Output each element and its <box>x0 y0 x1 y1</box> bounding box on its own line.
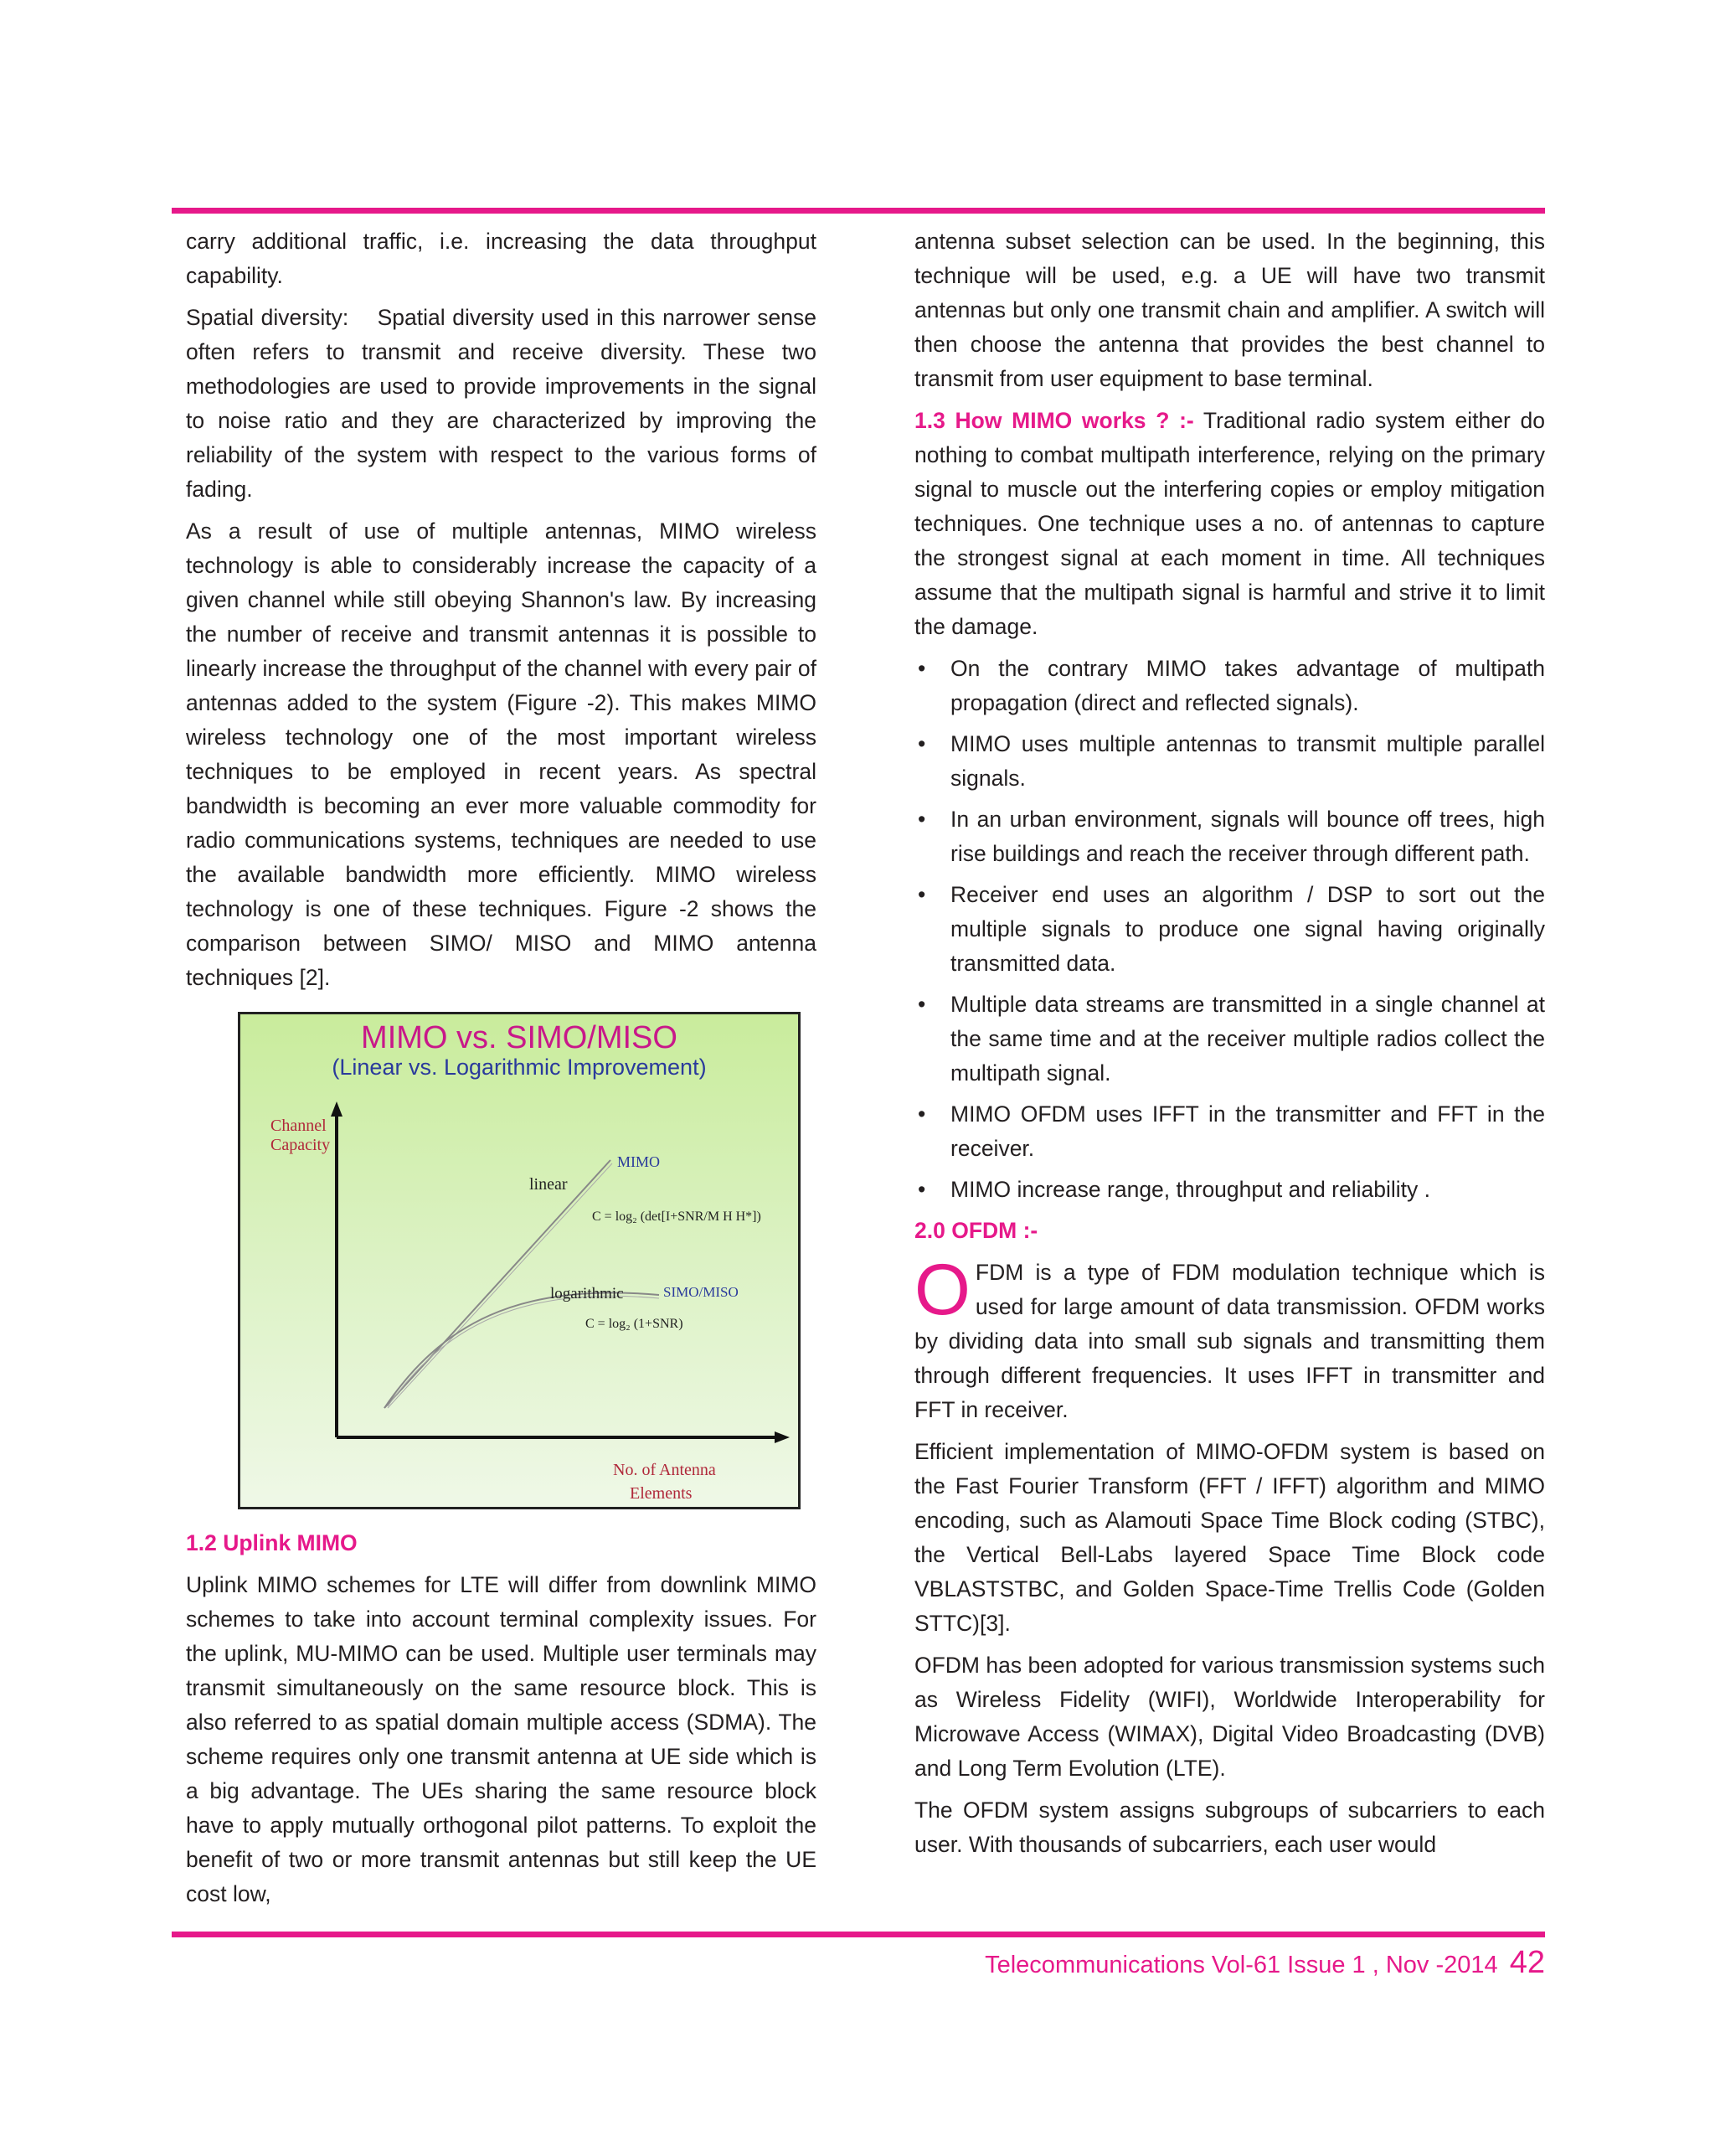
list-item: • MIMO OFDM uses IFFT in the transmitter and FFT in the receiver. <box>914 1097 1545 1166</box>
figure-subtitle: (Linear vs. Logarithmic Improvement) <box>332 1055 707 1080</box>
paragraph-text: FDM is a type of FDM modulation technique which is used for large amount of data transmission. OFDM works by dividing data into small sub signals and transmitting them through different frequencies. It uses IFFT in transmitter and FFT in receiver. <box>914 1260 1545 1422</box>
section-heading-how-mimo-works: 1.3 How MIMO works ? :- <box>914 408 1194 433</box>
list-item: • On the contrary MIMO takes advantage of multipath propagation (direct and reflected signals). <box>914 652 1545 720</box>
list-item: • Multiple data streams are transmitted in a single channel at the same time and at the receiver multiple radios collect the multipath signal. <box>914 988 1545 1091</box>
page-footer <box>985 1945 1545 1981</box>
paragraph-text: Traditional radio system either do nothing to combat multipath interference, relying on the primary signal to muscle out the interfering copies or employ mitigation techniques. One technique uses a no. of antennas to capture the strongest signal at each moment in time. All techniques assume that the multipath signal is harmful and strive it to limit the damage. <box>914 408 1545 639</box>
list-item: • Receiver end uses an algorithm / DSP to sort out the multiple signals to produce one signal having originally transmitted data. <box>914 878 1545 981</box>
simo-miso-label: SIMO/MISO <box>663 1284 739 1300</box>
y-axis-label-line2: Capacity <box>270 1136 331 1154</box>
top-rule <box>172 208 1545 214</box>
x-axis-arrow <box>775 1431 790 1443</box>
left-column <box>186 224 816 1919</box>
section-heading-ofdm: 2.0 OFDM :- <box>914 1218 1038 1243</box>
paragraph: The OFDM system assigns subgroups of subcarriers to each user. With thousands of subcarriers, each user would <box>914 1798 1545 1857</box>
simo-miso-log-curve <box>384 1292 659 1408</box>
paragraph: Efficient implementation of MIMO-OFDM system is based on the Fast Fourier Transform (FFT / IFFT) algorithm and MIMO encoding, such as Alamouti Space Time Block coding (STBC), the Vertical Bell-Labs layered Space Time Block code VBLASTSTBC, and Golden Space-Time Trellis Code (Golden STTC)[3]. <box>914 1439 1545 1636</box>
journal-info: Telecommunications Vol-61 Issue 1 , Nov -2014 <box>985 1952 1498 1978</box>
paragraph-text: Spatial diversity used in this narrower sense often refers to transmit and receive diversity. These two methodologies are used to provide improvements in the signal to noise ratio and they are characterized by improving the reliability of the system with respect to the various forms of fading. <box>186 305 817 502</box>
y-axis-label-line1: Channel <box>270 1117 327 1135</box>
paragraph: carry additional traffic, i.e. increasing the data throughput capability. <box>186 229 816 288</box>
mimo-linear-curve <box>384 1160 610 1408</box>
figure-title: MIMO vs. SIMO/MISO <box>361 1020 677 1055</box>
bullet-list <box>914 652 1545 1207</box>
paragraph-spatial-diversity <box>186 301 816 507</box>
list-item: • MIMO increase range, throughput and reliability . <box>914 1173 1545 1207</box>
simo-formula: C = log₂ (1+SNR) <box>585 1317 683 1331</box>
page-number: 42 <box>1509 1945 1545 1980</box>
figure-mimo-vs-simo-miso <box>238 1012 801 1509</box>
x-axis-label-line1: No. of Antenna <box>613 1461 716 1479</box>
linear-label: linear <box>529 1175 568 1194</box>
drop-cap: O <box>914 1250 971 1330</box>
term-label: Spatial diversity: <box>186 305 349 330</box>
list-item: • In an urban environment, signals will bounce off trees, high rise buildings and reach the receiver through different path. <box>914 802 1545 871</box>
paragraph: As a result of use of multiple antennas, MIMO wireless technology is able to considerably increase the capacity of a given channel while still obeying Shannon's law. By increasing the number of receive and transmit antennas it is possible to linearly increase the throughput of the channel with every pair of antennas added to the system (Figure -2). This makes MIMO wireless technology one of the most important wireless techniques to be employed in recent years. As spectral bandwidth is becoming an ever more valuable commodity for radio communications systems, techniques are needed to use the available bandwidth more efficiently. MIMO wireless technology is one of these techniques. Figure -2 shows the comparison between SIMO/ MISO and MIMO antenna techniques [2]. <box>186 518 816 990</box>
y-axis-arrow <box>331 1101 342 1117</box>
logarithmic-label: logarithmic <box>550 1285 624 1302</box>
mimo-label: MIMO <box>617 1153 661 1170</box>
section-heading-uplink-mimo: 1.2 Uplink MIMO <box>186 1530 358 1555</box>
right-column <box>914 224 1545 1870</box>
bottom-rule <box>172 1932 1545 1937</box>
mimo-formula: C = log₂ (det[I+SNR/M H H*]) <box>592 1210 761 1224</box>
paragraph: antenna subset selection can be used. In the beginning, this technique will be used, e.g. a UE will have two transmit antennas but only one transmit chain and amplifier. A switch will then choose the antenna that provides the best channel to transmit from user equipment to base terminal. <box>914 229 1545 391</box>
list-item: • MIMO uses multiple antennas to transmit multiple parallel signals. <box>914 727 1545 796</box>
x-axis-label-line2: Elements <box>630 1484 693 1503</box>
paragraph: Uplink MIMO schemes for LTE will differ from downlink MIMO schemes to take into account terminal complexity issues. For the uplink, MU-MIMO can be used. Multiple user terminals may transmit simultaneously on the same resource block. This is also referred to as spatial domain multiple access (SDMA). The scheme requires only one transmit antenna at UE side which is a big advantage. The UEs sharing the same resource block have to apply mutually orthogonal pilot patterns. To exploit the benefit of two or more transmit antennas but still keep the UE cost low, <box>186 1572 816 1906</box>
paragraph: OFDM has been adopted for various transmission systems such as Wireless Fidelity (WIFI), Worldwide Interoperability for Microwave Access (WIMAX), Digital Video Broadcasting (DVB) and Long Term Evolution (LTE). <box>914 1653 1545 1781</box>
paragraph-ofdm-intro <box>914 1250 1545 1427</box>
simo-miso-log-curve-inner <box>388 1296 659 1406</box>
paragraph-how-mimo-works <box>914 404 1545 644</box>
